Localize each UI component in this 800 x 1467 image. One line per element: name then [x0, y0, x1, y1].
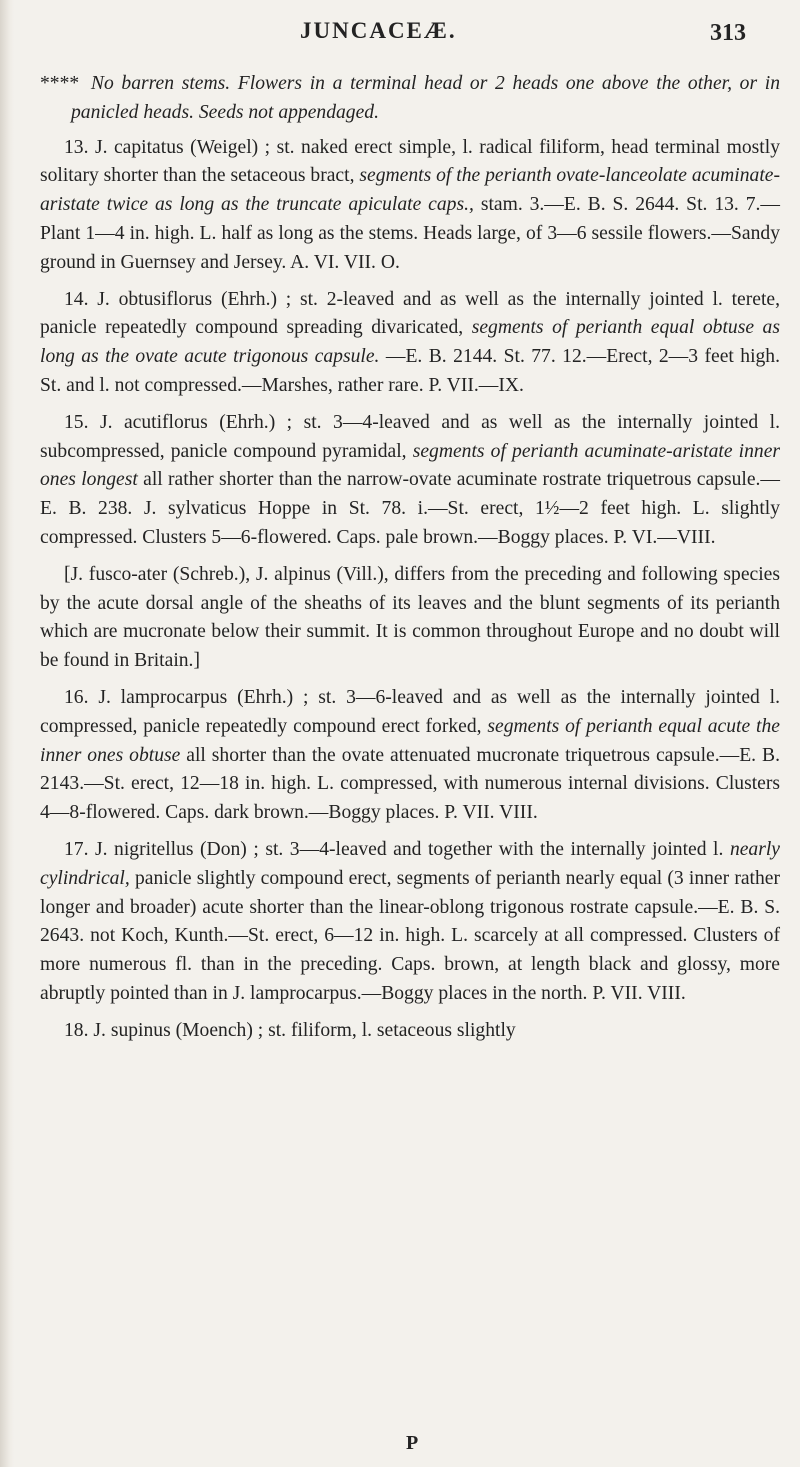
- body-text: [40, 70, 780, 1054]
- page-binding-edge: [0, 0, 14, 1467]
- section-heading: [40, 70, 780, 128]
- entry-lead: 13. J. capitatus (Weigel) ; st. naked erect simple, l. radical filiform, head terminal mostly solitary shorter than the setaceous bract,: [40, 136, 780, 187]
- entry-tail: —E. B. 2144. St. 77. 12.—Erect, 2—3 feet high. St. and l. not compressed.—Marshes, rather rare. P. VII.—IX.: [40, 346, 780, 396]
- printer-signature-mark: P: [406, 1432, 419, 1454]
- entry-tail: stam. 3.—E. B. S. 2644. St. 13. 7.—Plant 1—4 in. high. L. half as long as the stems. Heads large, of 3—6 sessile flowers.—Sandy ground in Guernsey and Jersey. A. VI. VII. O.: [40, 194, 780, 273]
- species-entry-14: [40, 286, 780, 401]
- entry-italic: nearly cylindrical,: [40, 838, 780, 889]
- species-entry-16: [40, 684, 780, 828]
- species-entry-13: [40, 134, 780, 278]
- species-entry-18: [40, 1017, 780, 1046]
- entry-lead: 14. J. obtusiflorus (Ehrh.) ; st. 2-leaved and as well as the internally jointed l. terete, panicle repeatedly compound spreading divaricated,: [40, 288, 780, 339]
- entry-tail: panicle slightly compound erect, segments of perianth nearly equal (3 inner rather longer and broader) acute shorter than the linear-oblong trigonous rostrate capsule.—E. B. S. 2643. not Koch, Kunth.—St. erect, 6—12 in. high. L. scarcely at all compressed. Clusters of more numerous fl. than in the preceding. Caps. brown, at length black and glossy, more abruptly pointed than in J. lamprocarpus.—Boggy places in the north. P. VII. VIII.: [40, 867, 781, 1004]
- entry-lead: 16. J. lamprocarpus (Ehrh.) ; st. 3—6-leaved and as well as the internally jointed l. compressed, panicle repeatedly compound erect forked,: [40, 686, 780, 737]
- section-marker: ****: [40, 73, 80, 94]
- entry-italic: segments of the perianth ovate-lanceolate acuminate-aristate twice as long as the truncate apiculate caps.,: [40, 165, 780, 216]
- entry-lead: 18. J. supinus (Moench) ; st. filiform, l. setaceous slightly: [64, 1019, 516, 1041]
- entry-italic: segments of perianth equal acute the inner ones obtuse: [40, 715, 780, 766]
- entry-italic: segments of perianth acuminate-aristate inner ones longest: [40, 440, 781, 491]
- species-entry-15: [40, 409, 780, 553]
- entry-lead: [J. fusco-ater (Schreb.), J. alpinus (Vill.), differs from the preceding and following species by the acute dorsal angle of the sheaths of its leaves and the blunt segments of its perianth which: [40, 563, 780, 643]
- running-head: JUNCACEÆ.: [300, 18, 457, 43]
- entry-tail: all rather shorter than the narrow-ovate acuminate rostrate triquetrous capsule.—E. B. 238. J. sylvaticus Hoppe in St. 78. i.—St. erect, 1½—2 feet high. L. slightly compressed. Clusters 5—6-flowered. Caps. pale brown.—Boggy places. P. VI.—VIII.: [40, 469, 781, 548]
- page-number: 313: [710, 20, 746, 46]
- entry-lead: 15. J. acutiflorus (Ehrh.) ; st. 3—4-leaved and as well as the internally jointed l. subcompressed, panicle compound pyramidal,: [40, 411, 780, 462]
- page-header: [0, 18, 800, 58]
- species-entry-17: [40, 836, 780, 1009]
- entry-italic: segments of perianth equal obtuse as long as the ovate acute trigonous capsule.: [40, 317, 780, 368]
- entry-tail: are mucronate below their summit. It is common throughout Europe and no doubt will be found in Britain.]: [40, 621, 780, 672]
- entry-tail: all shorter than the ovate attenuated mucronate triquetrous capsule.—E. B. 2143.—St. erect, 12—18 in. high. L. compressed, with numerous internal divisions. Clusters 4—8-flowered. Caps. dark brown.—Boggy places. P. VII. VIII.: [40, 744, 780, 824]
- section-heading-text: No barren stems. Flowers in a terminal head or 2 heads one above the other, or in panicled heads. Seeds not appendaged.: [71, 73, 780, 123]
- entry-lead: 17. J. nigritellus (Don) ; st. 3—4-leaved and together with the internally jointed l.: [64, 838, 724, 860]
- bracketed-note: [40, 561, 780, 676]
